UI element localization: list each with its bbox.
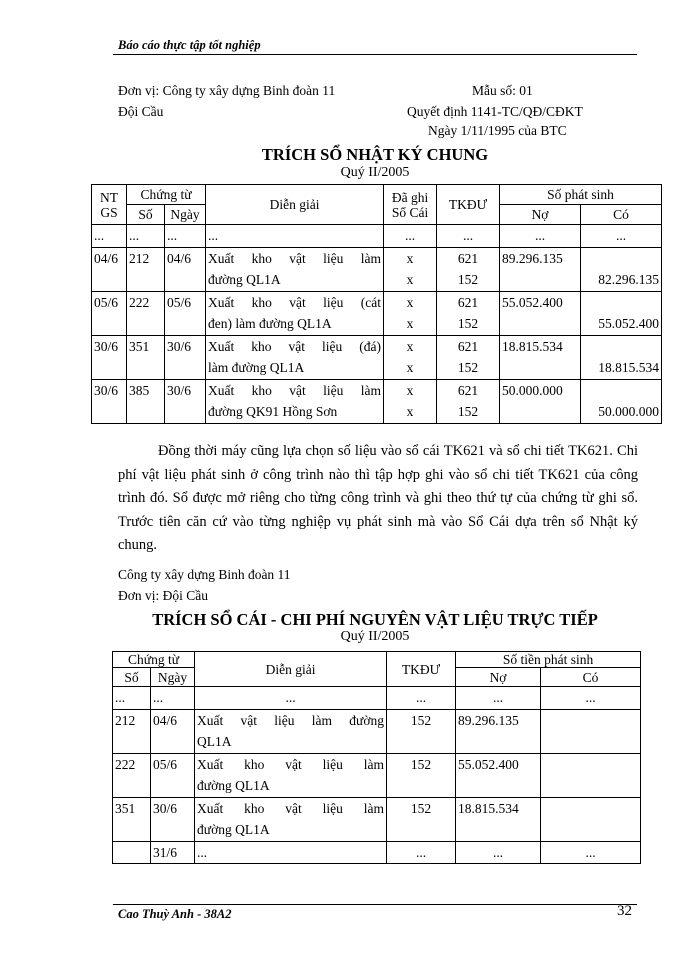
desc-line-2: làm đường QL1A: [208, 360, 305, 375]
row-voucher-no: 385: [127, 379, 165, 423]
col-account: TKĐƯ: [387, 652, 456, 687]
row-voucher-date: 05/6: [151, 753, 195, 797]
table-row: [113, 709, 641, 753]
desc-line-1: Xuất kho vật liệu làm: [208, 382, 382, 398]
row-description: [195, 753, 387, 797]
credit-amount: 50.000.000: [598, 404, 660, 419]
general-journal-table: [91, 184, 662, 424]
table-row: [92, 335, 662, 379]
desc-line-2: đường QL1A: [197, 822, 270, 837]
table-row: [113, 797, 641, 841]
doc1-title: TRÍCH SỔ NHẬT KÝ CHUNG: [261, 145, 489, 164]
doc1-date: Ngày 1/11/1995 của BTC: [428, 123, 567, 138]
doc1-form-no: Mẫu số: 01: [472, 83, 533, 98]
row-credit: [581, 335, 662, 379]
posted-mark: x: [406, 382, 414, 398]
col-description: Diễn giải: [195, 652, 387, 687]
row-credit: [581, 379, 662, 423]
desc-line-1: Xuất kho vật liệu làm: [208, 250, 382, 266]
doc1-unit: Đơn vị: Công ty xây dựng Binh đoàn 11: [118, 83, 336, 98]
dots-cell: ...: [151, 687, 195, 710]
row-ntgs: 04/6: [92, 247, 127, 291]
col-ntgs: NT GS: [92, 185, 127, 225]
row-account: 152: [387, 753, 456, 797]
col-voucher-no: Số: [127, 205, 165, 225]
table-row: [113, 687, 641, 710]
dots-cell: ...: [195, 687, 387, 710]
col-voucher: Chứng từ: [127, 185, 206, 205]
row-posted: [384, 291, 437, 335]
table-row: [113, 841, 641, 864]
row-description: ...: [195, 841, 387, 864]
row-debit: [500, 247, 581, 291]
row-voucher-date: 31/6: [151, 841, 195, 864]
row-debit: [500, 335, 581, 379]
desc-line-2: QL1A: [197, 734, 232, 749]
col-debit: Nợ: [500, 205, 581, 225]
dots-cell: ...: [541, 687, 641, 710]
posted-mark: x: [406, 250, 414, 266]
row-posted: [384, 379, 437, 423]
row-credit: [581, 247, 662, 291]
doc1-decision: Quyết định 1141-TC/QĐ/CĐKT: [407, 104, 583, 119]
row-description: [206, 291, 384, 335]
row-voucher-no: 212: [113, 709, 151, 753]
row-account: [437, 335, 500, 379]
page-number: 32: [617, 903, 632, 919]
row-credit: ...: [541, 841, 641, 864]
row-voucher-no: 222: [113, 753, 151, 797]
debit-amount: 50.000.000: [502, 382, 563, 398]
posted-mark: x: [406, 316, 414, 331]
dots-cell: ...: [581, 225, 662, 248]
row-voucher-date: 05/6: [165, 291, 206, 335]
col-voucher-date: Ngày: [165, 205, 206, 225]
desc-line-2: đường QL1A: [197, 778, 270, 793]
desc-line-2: đường QL1A: [208, 272, 281, 287]
col-debit: Nợ: [456, 668, 541, 687]
footer-author: Cao Thuỳ Anh - 38A2: [118, 907, 232, 921]
doc2-unit: Đơn vị: Đội Cầu: [118, 588, 209, 603]
posted-mark: x: [406, 294, 414, 310]
row-voucher-no: 351: [127, 335, 165, 379]
header-rule: [113, 54, 637, 55]
table-row: [92, 291, 662, 335]
row-account: ...: [387, 841, 456, 864]
doc2-title: TRÍCH SỔ CÁI - CHI PHÍ NGUYÊN VẬT LIỆU TRỰC TIẾP: [152, 610, 598, 629]
credit-account: 152: [457, 404, 479, 419]
desc-line-1: Xuất kho vật liệu (cát: [208, 294, 382, 310]
doc1-subtitle: Quý II/2005: [340, 165, 410, 180]
table-row: [92, 247, 662, 291]
ledger-table: [112, 651, 641, 864]
row-description: [206, 335, 384, 379]
col-voucher-date: Ngày: [151, 668, 195, 687]
dots-cell: ...: [384, 225, 437, 248]
posted-mark: x: [406, 404, 414, 419]
row-account: 152: [387, 709, 456, 753]
row-description: [195, 797, 387, 841]
row-voucher-date: 04/6: [151, 709, 195, 753]
dots-cell: ...: [456, 687, 541, 710]
row-description: [206, 247, 384, 291]
col-voucher: Chứng từ: [113, 652, 195, 668]
desc-line-1: Xuất kho vật liệu làm: [197, 800, 385, 816]
desc-line-1: Xuất vật liệu làm đường: [197, 712, 385, 728]
posted-mark: x: [406, 360, 414, 375]
debit-amount: 18.815.534: [502, 338, 563, 354]
row-voucher-no: 222: [127, 291, 165, 335]
row-ntgs: 30/6: [92, 379, 127, 423]
row-account: [437, 247, 500, 291]
debit-account: 621: [457, 338, 479, 354]
row-account: [437, 379, 500, 423]
doc2-company: Công ty xây dựng Binh đoàn 11: [118, 567, 291, 582]
credit-account: 152: [457, 316, 479, 331]
body-paragraph: Đồng thời máy cũng lựa chọn số liệu vào sổ cái TK621 và sổ chi tiết TK621. Chi phí vật liệu phát sinh ở công trình nào thì tập hợp ghi vào sổ chi tiết TK621 của công trình đó. Sổ được mở riêng cho từng công trình và ghi theo thứ tự của chứng từ ghi sổ. Trước tiên căn cứ vào từng nghiệp vụ phát sinh mà vào Sổ Cái dựa trên sổ Nhật ký chung.: [118, 443, 638, 553]
debit-account: 621: [457, 294, 479, 310]
row-voucher-no: [113, 841, 151, 864]
desc-line-1: Xuất kho vật liệu (đá): [208, 338, 382, 354]
row-ntgs: 30/6: [92, 335, 127, 379]
credit-account: 152: [457, 272, 479, 287]
row-ntgs: 05/6: [92, 291, 127, 335]
dots-cell: ...: [500, 225, 581, 248]
desc-line-2: đen) làm đường QL1A: [208, 316, 332, 331]
row-debit: 89.296.135: [456, 709, 541, 753]
row-posted: [384, 335, 437, 379]
col-credit: Có: [541, 668, 641, 687]
row-debit: [500, 291, 581, 335]
row-debit: 18.815.534: [456, 797, 541, 841]
row-account: 152: [387, 797, 456, 841]
row-debit: [500, 379, 581, 423]
dots-cell: ...: [127, 225, 165, 248]
row-voucher-date: 04/6: [165, 247, 206, 291]
dots-cell: ...: [113, 687, 151, 710]
debit-amount: 55.052.400: [502, 294, 563, 310]
row-voucher-date: 30/6: [165, 335, 206, 379]
debit-account: 621: [457, 382, 479, 398]
credit-amount: 18.815.534: [598, 360, 660, 375]
credit-account: 152: [457, 360, 479, 375]
col-amount: Số phát sinh: [500, 185, 662, 205]
col-credit: Có: [581, 205, 662, 225]
row-voucher-date: 30/6: [151, 797, 195, 841]
col-voucher-no: Số: [113, 668, 151, 687]
row-posted: [384, 247, 437, 291]
row-account: [437, 291, 500, 335]
col-posted: Đã ghi Sổ Cái: [384, 185, 437, 225]
row-credit: [541, 797, 641, 841]
footer-rule: [113, 904, 637, 905]
posted-mark: x: [406, 272, 414, 287]
table-row: [113, 753, 641, 797]
debit-account: 621: [457, 250, 479, 266]
row-description: [206, 379, 384, 423]
credit-amount: 55.052.400: [598, 316, 660, 331]
desc-line-2: đường QK91 Hồng Sơn: [208, 404, 338, 419]
desc-line-1: Xuất kho vật liệu làm: [197, 756, 385, 772]
credit-amount: 82.296.135: [598, 272, 660, 287]
col-amount: Số tiền phát sinh: [456, 652, 641, 668]
row-debit: 55.052.400: [456, 753, 541, 797]
debit-amount: 89.296.135: [502, 250, 563, 266]
row-voucher-no: 351: [113, 797, 151, 841]
table-row: [92, 379, 662, 423]
table-row: [92, 225, 662, 248]
dots-cell: ...: [92, 225, 127, 248]
dots-cell: ...: [165, 225, 206, 248]
row-credit: [541, 709, 641, 753]
row-credit: [581, 291, 662, 335]
row-voucher-no: 212: [127, 247, 165, 291]
report-header-title: Báo cáo thực tập tốt nghiệp: [118, 38, 261, 52]
row-debit: ...: [456, 841, 541, 864]
doc2-subtitle: Quý II/2005: [340, 629, 410, 644]
doc1-team: Đội Cầu: [118, 104, 164, 119]
col-account: TKĐƯ: [437, 185, 500, 225]
dots-cell: ...: [387, 687, 456, 710]
col-description: Diễn giải: [206, 185, 384, 225]
row-credit: [541, 753, 641, 797]
row-voucher-date: 30/6: [165, 379, 206, 423]
row-description: [195, 709, 387, 753]
posted-mark: x: [406, 338, 414, 354]
dots-cell: ...: [206, 225, 384, 248]
dots-cell: ...: [437, 225, 500, 248]
